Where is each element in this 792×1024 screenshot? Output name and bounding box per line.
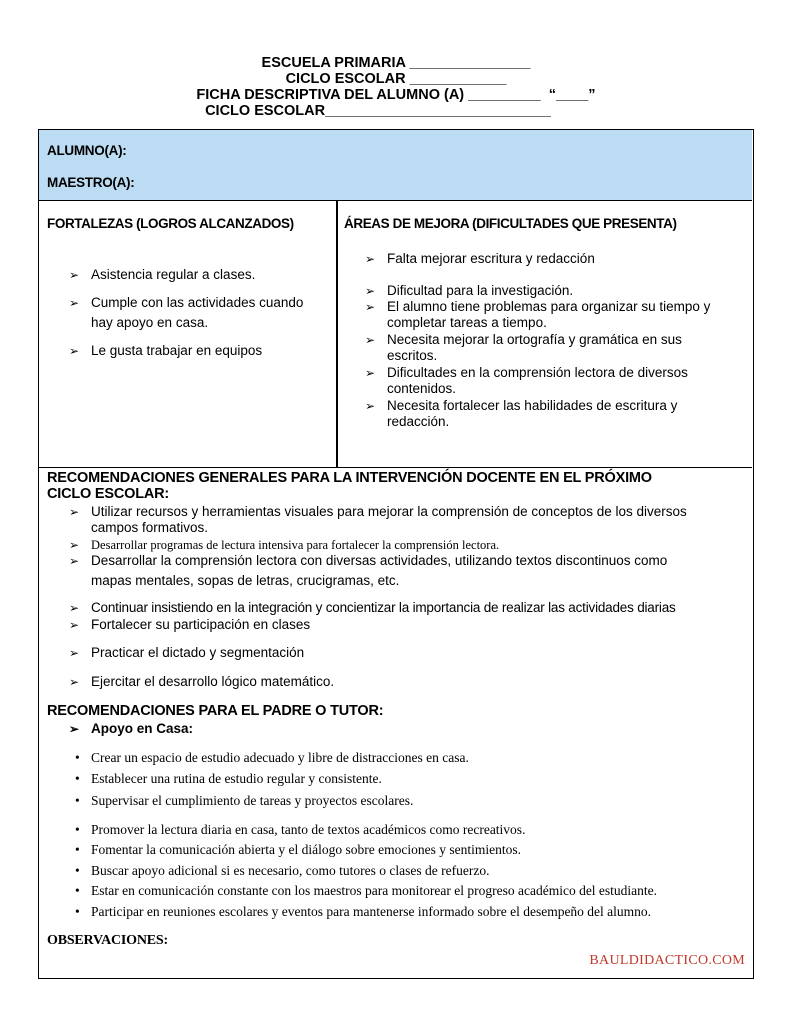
form-title-line: FICHA DESCRIPTIVA DEL ALUMNO (A) _________ “____” [196, 87, 596, 103]
maestro-label: MAESTRO(A): [47, 175, 135, 190]
dot-bullet-icon: • [75, 822, 80, 837]
column-divider [336, 201, 338, 467]
dot-bullet-icon: • [75, 842, 80, 857]
dot-bullet-icon: • [75, 750, 80, 765]
student-form-box: ALUMNO(A): MAESTRO(A): FORTALEZAS (LOGROS ALCANZADOS) ÁREAS DE MEJORA (DIFICULTADES QUE PRESENTA) ➢ Asistencia regular a clases. ➢ Cumple con las actividades cuando hay apoyo en casa. ➢ Le gusta trabajar en equipos ➢ Falta mejorar escritura y redacción ➢ Dificultad para la investigación. ➢ El alumno tiene problemas para organizar su tiempo y completar tareas a tiempo. ➢ Necesita mejorar la ortografía y gramática en sus escritos. ➢ Dificultades en la comprensión lectora de diversos contenidos. ➢ Necesita fortalecer las habilidades de escritura y redacción. RECOMENDACIONES GENERALES PARA LA INTERVENCIÓN DOCENTE EN EL PRÓXIMO CICLO ESCOLAR: ➢ Utilizar recursos y herramientas visuales para mejorar la comprensión de conceptos de los diversos campos formativos. ➢ Desarrollar programas de lectura intensiva para fortalecer la comprensión lectora. ➢ Desarrollar la comprensión lectora con diversas actividades, utilizando textos discontinuos como mapas mentales, sopas de letras, crucigramas, etc. ➢ Continuar insistiendo en la integración y concientizar la importancia de realizar las actividades diarias ➢ Fortalecer su participación en clases ➢ Practicar el dictado y segmentación ➢ Ejercitar el desarrollo lógico matemático. RECOMENDACIONES PARA EL PADRE O TUTOR: ➢ Apoyo en Casa: • Crear un espacio de estudio adecuado y libre de distracciones en casa. • Establecer una rutina de estudio regular y consistente. • Supervisar el cumplimiento de tareas y proyectos escolares. • Promover la lectura diaria en casa, tanto de textos académicos como recreativos. • Fomentar la comunicación abierta y el diálogo sobre emociones y sentimientos. • Buscar apoyo adicional si es necesario, como tutores o clases de refuerzo. • Estar en comunicación constante con los maestros para monitorear el progreso académico del estudiante. • Participar en reuniones escolares y eventos para mantenerse informado sobre el desempeño del alumno. OBSERVACIONES: BAULDIDACTICO.COM [38, 129, 754, 979]
arrow-bullet-icon: ➢ [69, 618, 80, 632]
arrow-bullet-icon: ➢ [365, 366, 376, 380]
arrow-bullet-icon: ➢ [69, 554, 80, 568]
arrow-bullet-icon: ➢ [69, 675, 80, 689]
dot-bullet-icon: • [75, 904, 80, 919]
mejora-title: ÁREAS DE MEJORA (DIFICULTADES QUE PRESENTA) [344, 216, 677, 231]
watermark-text: BAULDIDACTICO.COM [589, 953, 745, 968]
arrow-bullet-icon: ➢ [69, 538, 80, 552]
alumno-label: ALUMNO(A): [47, 143, 127, 158]
arrow-bullet-icon: ➢ [365, 399, 376, 413]
arrow-bullet-icon: ➢ [69, 601, 80, 615]
arrow-bullet-icon: ➢ [365, 284, 376, 298]
arrow-bullet-icon: ➢ [365, 252, 376, 266]
recomendaciones-docente-title: RECOMENDACIONES GENERALES PARA LA INTERVENCIÓN DOCENTE EN EL PRÓXIMO [47, 470, 652, 486]
arrow-bullet-icon: ➢ [69, 296, 80, 310]
arrow-bullet-icon: ➢ [69, 505, 80, 519]
fortalezas-title: FORTALEZAS (LOGROS ALCANZADOS) [47, 216, 294, 231]
recomendaciones-docente-title-cont: CICLO ESCOLAR: [47, 486, 170, 502]
dot-bullet-icon: • [75, 883, 80, 898]
dot-bullet-icon: • [75, 771, 80, 786]
arrow-bullet-icon: ➢ [69, 722, 80, 736]
observaciones-label: OBSERVACIONES: [47, 933, 168, 948]
school-cycle-line: CICLO ESCOLAR ____________ [285, 71, 507, 87]
dot-bullet-icon: • [75, 863, 80, 878]
arrow-bullet-icon: ➢ [69, 268, 80, 282]
arrow-bullet-icon: ➢ [69, 646, 80, 660]
student-info-band [39, 130, 752, 201]
arrow-bullet-icon: ➢ [365, 300, 376, 314]
strengths-weaknesses-section: FORTALEZAS (LOGROS ALCANZADOS) ÁREAS DE MEJORA (DIFICULTADES QUE PRESENTA) ➢ Asistencia regular a clases. ➢ Cumple con las actividades cuando hay apoyo en casa. ➢ Le gusta trabajar en equipos ➢ Falta mejorar escritura y redacción ➢ Dificultad para la investigación. ➢ El alumno tiene problemas para organizar su tiempo y completar tareas a tiempo. ➢ Necesita mejorar la ortografía y gramática en sus escritos. ➢ Dificultades en la comprensión lectora de diversos contenidos. ➢ Necesita fortalecer las habilidades de escritura y redacción. [39, 201, 752, 468]
school-name-line: ESCUELA PRIMARIA _______________ [261, 55, 531, 71]
cycle-line: CICLO ESCOLAR____________________________ [205, 103, 551, 119]
dot-bullet-icon: • [75, 793, 80, 808]
recomendaciones-padre-title: RECOMENDACIONES PARA EL PADRE O TUTOR: [47, 703, 384, 719]
arrow-bullet-icon: ➢ [365, 333, 376, 347]
arrow-bullet-icon: ➢ [69, 344, 80, 358]
